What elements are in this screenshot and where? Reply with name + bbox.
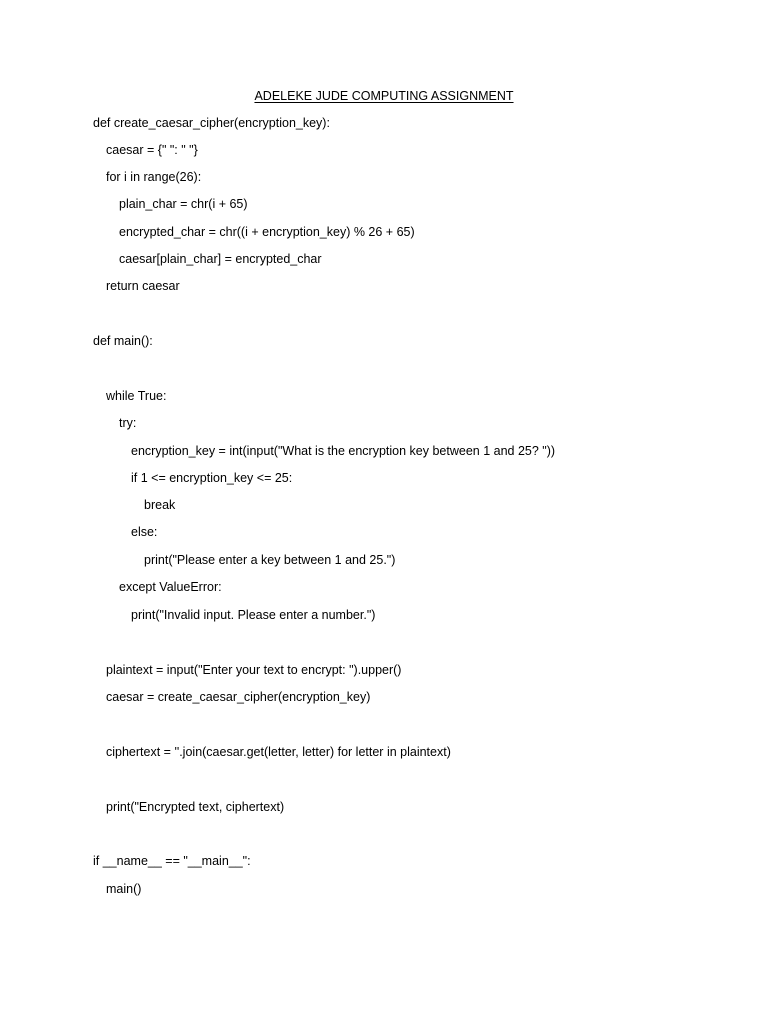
code-line: try: xyxy=(119,416,137,430)
code-line: if 1 <= encryption_key <= 25: xyxy=(131,471,293,485)
code-line: plaintext = input("Enter your text to encrypt: ").upper() xyxy=(106,663,402,677)
code-line: main() xyxy=(106,882,142,896)
code-line: def create_caesar_cipher(encryption_key): xyxy=(93,116,330,130)
code-line: encrypted_char = chr((i + encryption_key) % 26 + 65) xyxy=(119,225,415,239)
code-line: print("Encrypted text, ciphertext) xyxy=(106,800,285,814)
document-title: ADELEKE JUDE COMPUTING ASSIGNMENT xyxy=(254,89,514,103)
code-line: plain_char = chr(i + 65) xyxy=(119,197,248,211)
code-line: while True: xyxy=(106,389,167,403)
code-line: break xyxy=(144,498,176,512)
code-line: if __name__ == "__main__": xyxy=(93,854,251,868)
code-line: print("Please enter a key between 1 and 25.") xyxy=(144,553,396,567)
code-line: def main(): xyxy=(93,334,153,348)
code-line: caesar = {" ": " "} xyxy=(106,143,198,157)
code-line: else: xyxy=(131,525,158,539)
code-line: ciphertext = ''.join(caesar.get(letter, letter) for letter in plaintext) xyxy=(106,745,451,759)
code-line: caesar = create_caesar_cipher(encryption_key) xyxy=(106,690,371,704)
code-line: return caesar xyxy=(106,279,180,293)
code-line: except ValueError: xyxy=(119,580,222,594)
code-line: encryption_key = int(input("What is the encryption key between 1 and 25? ")) xyxy=(131,444,556,458)
code-line: caesar[plain_char] = encrypted_char xyxy=(119,252,322,266)
code-line: print("Invalid input. Please enter a number.") xyxy=(131,608,376,622)
code-line: for i in range(26): xyxy=(106,170,202,184)
